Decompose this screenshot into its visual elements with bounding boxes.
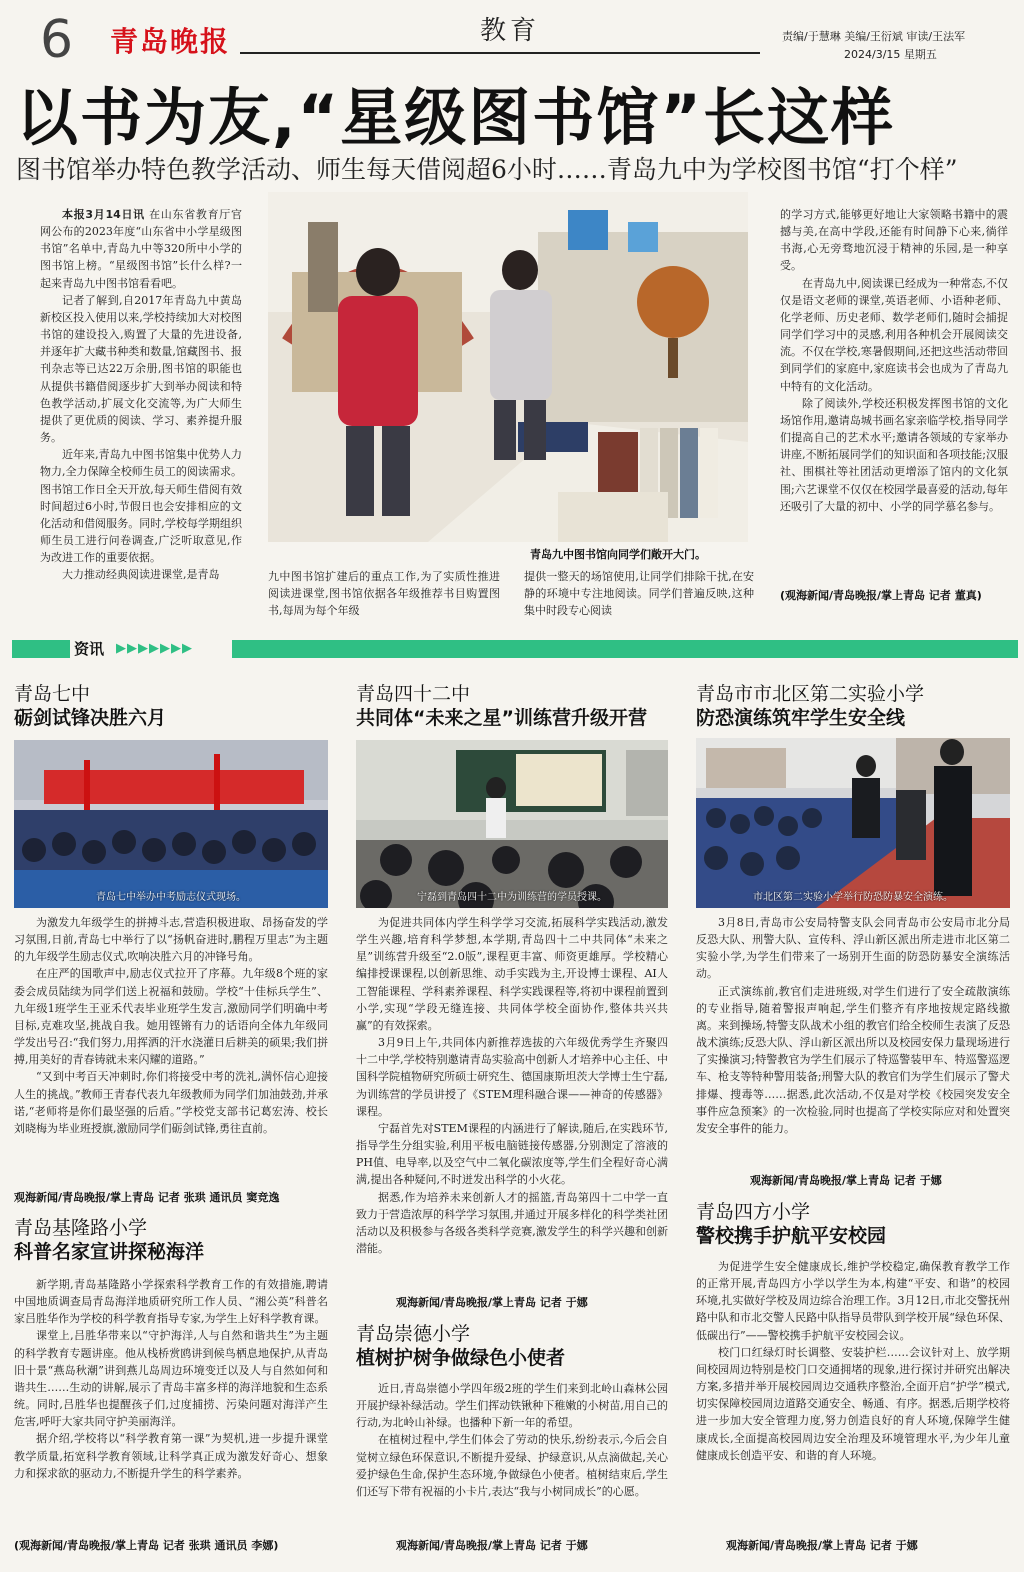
article-headline: 防恐演练筑牢学生安全线 xyxy=(696,707,906,729)
band-bar xyxy=(232,640,1018,658)
article-school: 青岛市市北区第二实验小学 xyxy=(696,683,925,705)
article-headline: 科普名家宣讲探秘海洋 xyxy=(14,1241,205,1263)
article-school: 青岛四方小学 xyxy=(696,1201,811,1223)
lead-paragraph: 记者了解到,自2017年青岛九中黄岛新校区投入使用以来,学校持续加大对校图书馆的建设投入,购置了大量的先进设备,并逐年扩大藏书种类和数量,馆藏图书、报刊杂志等已达22万余册,图书馆的职能也从提供书籍借阅逐步扩大到举办阅读和特色教学活动,扩展文化交流等,为广大师生提供了更优质的阅读、学习、素养提升服务。 xyxy=(40,293,242,445)
lead-paragraph: 在青岛九中,阅读课已经成为一种常态,不仅仅是语文老师的课堂,英语老师、小语种老师、化学老师、历史老师、数学老师们,随时会捕捉同学们学习中的灵感,利用各种机会开展阅读交流。不仅在学校,寒暑假期间,还把这些活动带回到同学们的家庭中,家庭读书会也成为了青岛九中特有的文化活动。 xyxy=(780,276,1008,393)
article-paragraph: 3月8日,青岛市公安局特警支队会同青岛市公安局市北分局反恐大队、刑警大队、宣传科、浮山新区派出所走进市北区第二实验小学,为学生们带来了一场别开生面的防恐防暴安全演练活动。 xyxy=(696,916,1010,981)
editor-credits xyxy=(782,28,965,63)
article-paragraph: 新学期,青岛基隆路小学探索科学教育工作的有效措施,聘请中国地质调查局青岛海洋地质研究所工作人员、“湘公英”科普名家吕胜华作为学校的科学教育指导专家,为学生上好科学教育课。 xyxy=(14,1278,328,1326)
lead-signoff: (观海新闻/青岛晚报/掌上青岛 记者 董真) xyxy=(780,589,982,602)
lead-paragraph: 提供一整天的场馆使用,让同学们排除干扰,在安静的环境中专注地阅读。同学们普遍反映,这种集中时段专心阅读 xyxy=(524,570,754,618)
article-paragraph: 宁磊首先对STEM课程的内涵进行了解读,随后,在实践环节,指导学生分组实验,利用平板电脑链接传感器,分别测定了溶液的PH值、电导率,以及空气中二氧化碳浓度等,学生们全程好奇心满满,提出各种疑问,不时迸发出科学的小火花。 xyxy=(356,1121,668,1187)
article-signoff: 观海新闻/青岛晚报/掌上青岛 记者 于娜 xyxy=(396,1296,588,1309)
photo-caption: 宁磊到青岛四十二中为训练营的学员授课。 xyxy=(417,892,607,903)
article-headline: 共同体“未来之星”训练营升级开营 xyxy=(356,707,647,729)
article-school: 青岛四十二中 xyxy=(356,683,471,705)
article-paragraph: 据悉,作为培养未来创新人才的摇篮,青岛第四十二中学一直致力于营造浓厚的科学学习氛围,并通过开展多样化的科学类社团活动以及积极参与各级各类科学竞赛,激发学生的科学兴趣和创新潜能。 xyxy=(356,1190,668,1255)
article-paragraph: 近日,青岛崇德小学四年级2班的学生们来到北岭山森林公园开展护绿补绿活动。学生们挥动铁锹种下稚嫩的小树苗,用自己的行动,为北岭山补绿。也播种下新一年的希望。 xyxy=(356,1382,668,1430)
article-body xyxy=(14,1276,328,1538)
article-school: 青岛基隆路小学 xyxy=(14,1217,148,1239)
article-body xyxy=(14,914,328,1204)
page-number: 6 xyxy=(40,10,74,70)
lead-paragraph: 的学习方式,能够更好地让大家领略书籍中的震撼与美,在高中学段,还能有时间静下心来,徜徉书海,心无旁骛地沉浸于精神的乐园,是一种享受。 xyxy=(780,208,1008,273)
photo-caption: 市北区第二实验小学举行防恐防暴安全演练。 xyxy=(753,892,953,903)
editor-credit-line: 责编/于慧琳 美编/王衍斌 审读/王法军 xyxy=(782,30,966,43)
ceremony-photo-illustration xyxy=(14,740,328,908)
band-accent xyxy=(12,640,70,658)
article-photo xyxy=(14,740,328,908)
article-body xyxy=(696,914,1010,1172)
lead-paragraph: 九中图书馆扩建后的重点工作,为了实质性推进阅读进课堂,图书馆依据各年级推荐书目购置图书,每周为每个年级 xyxy=(268,570,500,618)
photo-caption: 青岛七中举办中考励志仪式现场。 xyxy=(96,892,246,903)
lead-headline: 以书为友,“星级图书馆”长这样 xyxy=(16,81,896,154)
article-paragraph: 为激发九年级学生的拼搏斗志,营造积极进取、昂扬奋发的学习氛围,日前,青岛七中举行了以“扬帆奋进时,鹏程万里志”为主题的九年级学生励志仪式,吹响决胜六月的冲锋号角。 xyxy=(14,916,328,964)
article-body xyxy=(356,914,668,1294)
drill-photo-illustration xyxy=(696,738,1010,908)
article-body xyxy=(696,1258,1010,1534)
article-paragraph: 为促进共同体内学生科学学习交流,拓展科学实践活动,激发学生兴趣,培育科学梦想,本学期,青岛四十二中共同体“未来之星”训练营升级至“2.0版”,课程更丰富、师资更雄厚。学校精心编排授课课程,以创新思维、动手实践为主,开设博士课程、AI人工智能课程、学科素养课程、科学实践课程等,将初中课程前置到小学,实现“学段无缝连接、共同体学校全面协作,整体共兴共赢”的有效探索。 xyxy=(356,916,668,1032)
header-rule xyxy=(240,52,760,54)
article-signoff: 观海新闻/青岛晚报/掌上青岛 记者 于娜 xyxy=(726,1539,918,1552)
article-paragraph: 为促进学生安全健康成长,维护学校稳定,确保教育教学工作的正常开展,青岛四方小学以学生为本,构建“平安、和谐”的校园环境,扎实做好学校及周边综合治理工作。3月12日,市北交警抚州路中队和市北交警人民路中队指导员带队到学校开展“绿色环保、低碳出行”——警校携手护航平安校园会议。 xyxy=(696,1260,1010,1342)
article-school: 青岛崇德小学 xyxy=(356,1323,471,1345)
section-title: 教育 xyxy=(470,18,550,44)
article-paragraph: 校门口红绿灯时长调整、安装护栏……会议针对上、放学期间校园周边特别是校门口交通拥堵的现象,进行探讨并研究出解决方案,多措并举开展校园周边交通秩序整治,全面开启“护学”模式,切实保障校园周边道路交通安全、畅通、有序。据悉,后期学校将进一步加大安全管理力度,努力创造良好的育人环境,保障学生健康成长,全面提高校园周边安全治理及环境管理水平,为少年儿童健康成长创造平安、和谐的育人环境。 xyxy=(696,1345,1010,1462)
article-school: 青岛七中 xyxy=(14,683,91,705)
lead-paragraph: 在山东省教育厅官网公布的2023年度“山东省中小学星级图书馆”名单中,青岛九中等320所中小学的图书馆上榜。“星级图书馆”长什么样?一起来青岛九中图书馆看看吧。 xyxy=(40,208,242,290)
library-photo xyxy=(268,192,748,542)
article-signoff: (观海新闻/青岛晚报/掌上青岛 记者 张珙 通讯员 李娜) xyxy=(14,1539,279,1552)
article-paragraph: 在庄严的国歌声中,励志仪式拉开了序幕。九年级8个班的家委会成员陆续为同学们送上祝福和鼓励。学校“十佳标兵学生”、九年级1班学生王亚禾代表毕业班学生发言,激励同学们明确中考目标,克难攻坚,挑战自我。她用铿锵有力的话语向全体九年级同学发出号召:“我们努力,用挥洒的汗水浇灌日后耕美的硕果;我们拼搏,用美好的青春铸就未来闪耀的道路。” xyxy=(14,967,328,1067)
article-signoff: 观海新闻/青岛晚报/掌上青岛 记者 于娜 xyxy=(396,1539,588,1552)
lead-subheadline: 图书馆举办特色教学活动、师生每天借阅超6小时……青岛九中为学校图书馆“打个样” xyxy=(16,155,958,184)
photo-caption: 青岛九中图书馆向同学们敞开大门。 xyxy=(530,548,706,561)
arrows-icon: ▶▶▶▶▶▶▶ xyxy=(116,641,193,656)
lead-column-2 xyxy=(268,568,500,622)
article-headline: 警校携手护航平安校园 xyxy=(696,1225,887,1247)
article-paragraph: 课堂上,吕胜华带来以“守护海洋,人与自然和谐共生”为主题的科学教育专题讲座。他从栈桥赏鸥讲到候鸟栖息地保护,从青岛旧十景“燕岛秋潮”讲到燕儿岛周边环境变迁以及人与自然如何和谐共生……生动的讲解,展示了青岛丰富多样的海洋地貌和生态系统。同时,吕胜华也提醒孩子们,过度捕捞、污染问题对海洋产生危害,呼吁大家共同守护美丽海洋。 xyxy=(14,1329,328,1429)
classroom-photo-illustration xyxy=(356,740,668,908)
band-label: 资讯 xyxy=(74,640,105,658)
lead-paragraph: 近年来,青岛九中图书馆集中优势人力物力,全力保障全校师生员工的阅读需求。图书馆工作日全天开放,每天师生借阅有效时间超过6小时,节假日也会安排相应的文化活动和借阅服务。同时,学校每学期组织师生员工进行问卷调查,广泛听取意见,作为改进工作的重要依据。 xyxy=(40,448,242,565)
dateline: 本报3月14日讯 xyxy=(62,208,145,221)
article-body xyxy=(356,1380,668,1536)
article-paragraph: 在植树过程中,学生们体会了劳动的快乐,纷纷表示,今后会自觉树立绿色环保意识,不断提升爱绿、护绿意识,从点滴做起,关心爱护绿色生命,保护生态环境,争做绿色小使者。植树结束后,学生们还写下带有祝福的小卡片,表达“我与小树同成长”的心愿。 xyxy=(356,1433,668,1498)
article-paragraph: 据介绍,学校将以“科学教育第一课”为契机,进一步提升课堂教学质量,拓宽科学教育领域,让科学真正成为激发好奇心、想象力和探求欲的驱动力,不断提升学生的科学素养。 xyxy=(14,1432,328,1480)
article-headline: 砺剑试锋决胜六月 xyxy=(14,707,167,729)
news-band xyxy=(12,640,1018,658)
library-photo-illustration xyxy=(268,192,748,542)
issue-date: 2024/3/15 星期五 xyxy=(844,47,937,61)
article-headline: 植树护树争做绿色小使者 xyxy=(356,1347,566,1369)
article-signoff: 观海新闻/青岛晚报/掌上青岛 记者 于娜 xyxy=(750,1174,942,1187)
article-photo xyxy=(356,740,668,908)
lead-paragraph: 除了阅读外,学校还积极发挥图书馆的文化场馆作用,邀请岛城书画名家亲临学校,指导同学们提高自己的艺术水平;邀请各领域的专家举办讲座,不断拓展同学们的知识面和各项技能;汉服社、围棋社等社团活动更增添了馆内的文化氛围;六艺课堂不仅仅在校园学最喜爱的活动,每年还吸引了大量的初中、小学的同学慕名参与。 xyxy=(780,396,1008,513)
newspaper-logo: 青岛晚报 xyxy=(110,25,231,58)
article-paragraph: 正式演练前,教官们走进班级,对学生们进行了安全疏散演练的专业指导,随着警报声响起,学生们整齐有序地按规定路线撤离。来到操场,特警支队战术小组的教官们给全校师生表演了反恐战术演练;反恐大队、浮山新区派出所以及校园安保力量现场进行了实操演习;特警教官为学生们展示了特巡警装甲车、特巡警巡逻车、枪支等特种警用装备;刑警大队的教官们为学生们展示了警犬排爆、搜毒等……据悉,此次活动,不仅是对学校《校园突发安全事件应急预案》的一次检验,同时也提高了学校实际应对和处置突发安全事件的能力。 xyxy=(696,984,1010,1135)
article-photo xyxy=(696,738,1010,908)
lead-column-1 xyxy=(40,206,242,620)
article-paragraph: 3月9日上午,共同体内新推荐选拔的六年级优秀学生齐聚四十二中学,学校特别邀请青岛实验高中创新人才培养中心主任、中国科学院植物研究所硕士研究生、德国康斯坦茨大学博士生宁磊,为训练营的学员讲授了《STEM理科融合课——神奇的传感器》课程。 xyxy=(356,1036,668,1118)
lead-paragraph: 大力推动经典阅读进课堂,是青岛 xyxy=(62,568,220,582)
article-signoff: 观海新闻/青岛晚报/掌上青岛 记者 张珙 通讯员 窦竞逸 xyxy=(14,1191,280,1204)
article-paragraph: “又到中考百天冲刺时,你们将接受中考的洗礼,满怀信心迎接人生的挑战。”教师王青春代表九年级教师为同学们加油鼓劲,并承诺,“老师将是你们最坚强的后盾。”学校党支部书记葛宏涛、校长刘晓梅为毕业班授旗,激励同学们砺剑试锋,勇往直前。 xyxy=(14,1070,328,1135)
lead-column-4 xyxy=(780,206,1008,590)
lead-column-3 xyxy=(524,568,754,622)
